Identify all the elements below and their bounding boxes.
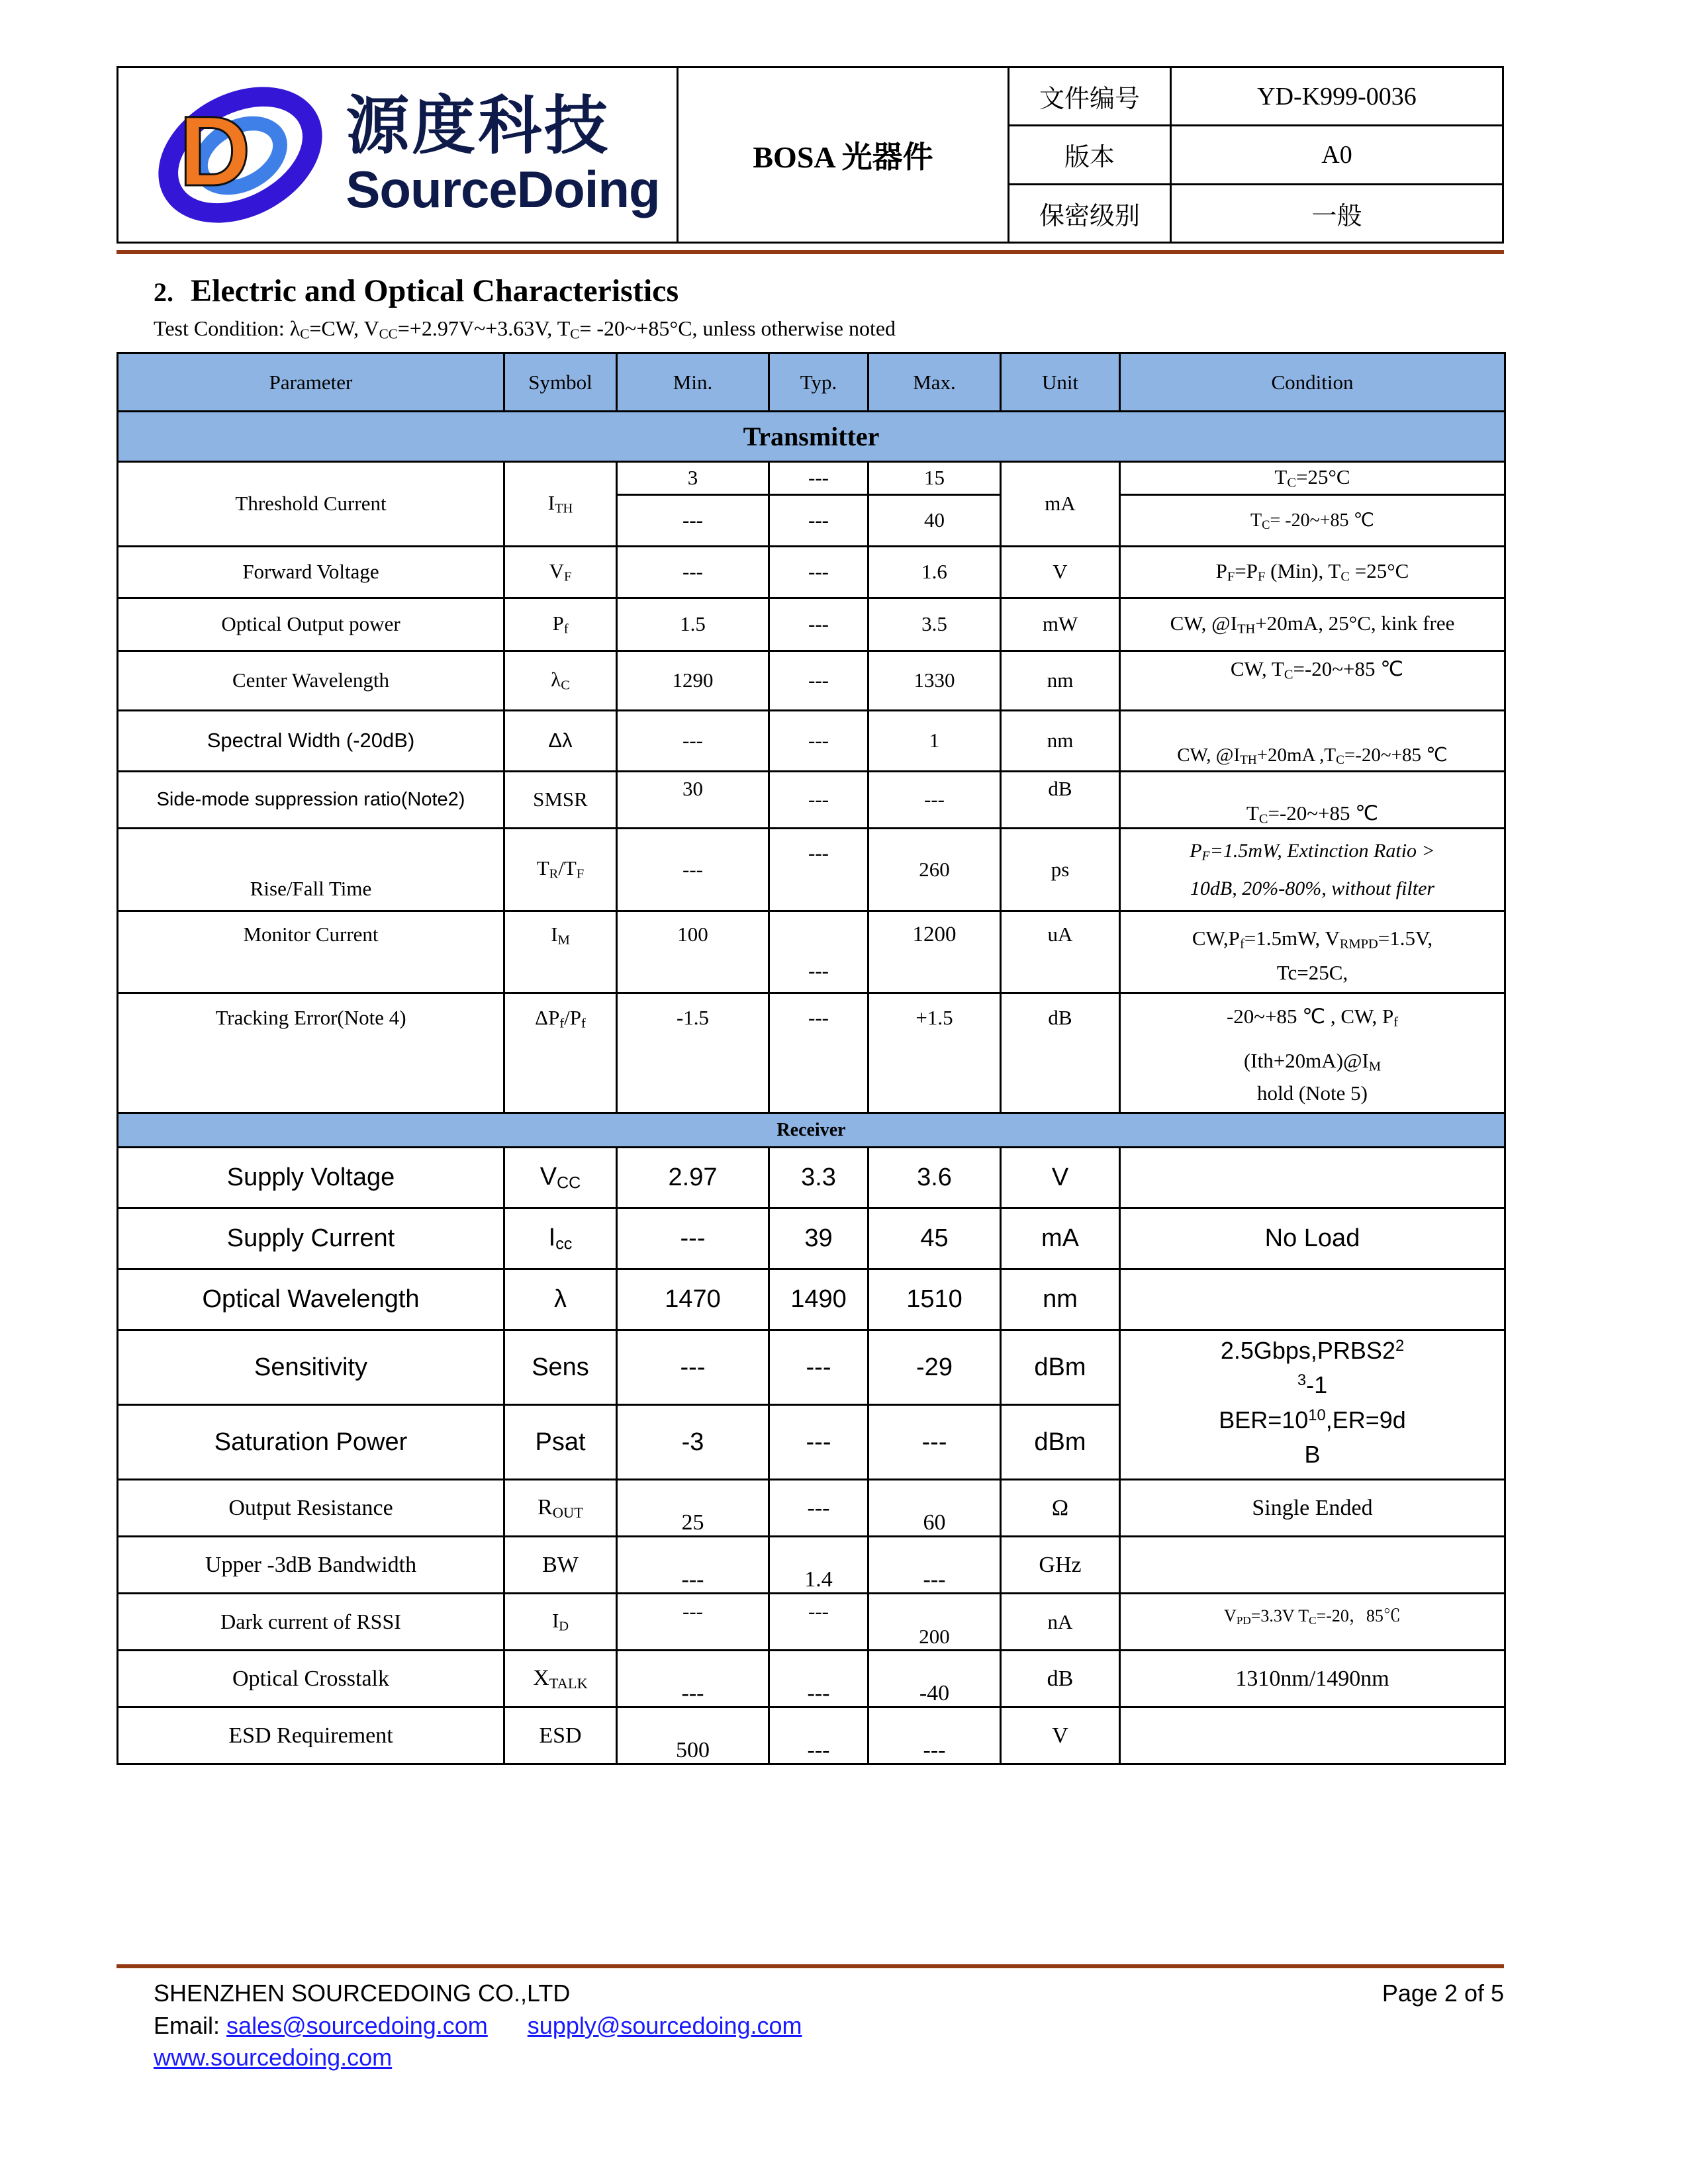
cell-parameter: Center Wavelength (118, 651, 504, 710)
cell-max: 3.6 (868, 1148, 1001, 1208)
cell-max: 1510 (868, 1269, 1001, 1330)
footer-email-label: Email: (154, 2011, 220, 2039)
cell-parameter: Optical Wavelength (118, 1269, 504, 1330)
condition-line-2: Tc=25C, (1276, 960, 1348, 984)
cell-typ: --- (769, 771, 868, 828)
meta-key-confidentiality: 保密级别 (1009, 185, 1172, 242)
cell-typ: --- (769, 710, 868, 771)
cell-unit: nm (1001, 710, 1120, 771)
table-row (118, 1148, 1505, 1208)
condition-line-3: hold (Note 5) (1256, 1081, 1368, 1105)
cell-parameter: Output Resistance (118, 1480, 504, 1537)
condition-line-4: B (1304, 1440, 1321, 1468)
table-header-row (118, 353, 1505, 412)
cell-symbol: $I_M$ (504, 911, 617, 993)
cell-max: --- (868, 1405, 1001, 1480)
footer-company-name: SHENZHEN SOURCEDOING CO.,LTD (154, 1979, 571, 2007)
cell-parameter: Supply Voltage (118, 1148, 504, 1208)
sourcedoing-emblem-icon (147, 85, 339, 224)
cell-max: -29 (868, 1330, 1001, 1405)
cell-symbol: SMSR (504, 771, 617, 828)
cell-min: --- (617, 1208, 769, 1269)
cell-unit: mW (1001, 598, 1120, 651)
cell-typ: --- (769, 598, 868, 651)
table-row (118, 1208, 1505, 1269)
cell-max: 40 (868, 494, 1001, 546)
cell-unit: nA (1001, 1594, 1120, 1651)
section-band-label-transmitter: Transmitter (118, 412, 1505, 462)
cell-typ: 3.3 (769, 1148, 868, 1208)
specification-table (117, 352, 1506, 1765)
document-header (117, 66, 1504, 244)
cell-typ: --- (769, 1583, 868, 1640)
cell-parameter: Upper -3dB Bandwidth (118, 1537, 504, 1594)
table-row (118, 1651, 1505, 1707)
cell-max: --- (868, 1551, 1001, 1608)
cell-condition (1120, 911, 1505, 993)
cell-condition (1120, 1269, 1505, 1330)
meta-row-confidentiality (1009, 185, 1502, 242)
cell-parameter: Forward Voltage (118, 546, 504, 598)
cell-max: 1.6 (868, 546, 1001, 598)
cell-min: 500 (617, 1722, 769, 1779)
prbs-exponent: 2 (1395, 1337, 1405, 1355)
cell-max: 200 (868, 1608, 1001, 1665)
cell-unit: nm (1001, 1269, 1120, 1330)
cell-parameter: Spectral Width (-20dB) (118, 710, 504, 771)
footer-email-sales-link[interactable]: sales@sourcedoing.com (226, 2011, 488, 2039)
footer-divider-rule (117, 1964, 1504, 1968)
cell-typ: --- (769, 1480, 868, 1537)
cell-min: -1.5 (617, 993, 769, 1113)
cell-min: --- (617, 1665, 769, 1722)
logo-d-letter: D (179, 95, 246, 206)
cell-condition-merged (1120, 1330, 1505, 1480)
test-condition-note: Test Condition: $\lambda_C=CW$, $V_{CC}=+2.97V\sim+3.63V$, $T_C=$ -20~+85°C, unless otherwise noted (154, 316, 896, 342)
cell-parameter: Sensitivity (118, 1330, 504, 1405)
document-title: BOSA 光器件 (679, 68, 1009, 242)
document-meta-table (1009, 68, 1502, 242)
cell-unit: mA (1001, 462, 1120, 547)
cell-min: 2.97 (617, 1148, 769, 1208)
condition-line-2 (1126, 1368, 1499, 1402)
cell-max: 1200 (868, 911, 1001, 993)
prbs-text: 2.5Gbps,PRBS2 (1220, 1337, 1395, 1365)
cell-max: 60 (868, 1494, 1001, 1551)
cell-min: --- (617, 710, 769, 771)
cell-parameter: Threshold Current (118, 462, 504, 547)
cell-max: 15 (868, 462, 1001, 495)
column-header-condition: Condition (1120, 353, 1505, 412)
column-header-symbol: Symbol (504, 353, 617, 412)
section-heading (154, 273, 679, 309)
page-footer (154, 1978, 1504, 2074)
cell-symbol: $V_F$ (504, 546, 617, 598)
column-header-max: Max. (868, 353, 1001, 412)
cell-condition: $T_C=$ -20~+85 ℃ (1120, 494, 1505, 546)
cell-typ: --- (769, 1722, 868, 1779)
cell-min: 100 (617, 911, 769, 993)
table-row (118, 546, 1505, 598)
section-band-transmitter (118, 412, 1505, 462)
logo-english-name: SourceDoing (346, 160, 660, 218)
ber-exponent: 10 (1308, 1406, 1326, 1424)
cell-condition (1120, 993, 1505, 1113)
cell-symbol: Psat (504, 1405, 617, 1480)
cell-typ: --- (769, 546, 868, 598)
cell-symbol: Sens (504, 1330, 617, 1405)
cell-condition: 1310nm/1490nm (1120, 1651, 1505, 1707)
cell-symbol: $X_{TALK}$ (504, 1651, 617, 1707)
table-row (118, 911, 1505, 993)
cell-unit: GHz (1001, 1537, 1120, 1594)
condition-line-1 (1126, 1334, 1499, 1368)
er-text: ,ER=9d (1325, 1406, 1406, 1433)
cell-min: --- (617, 546, 769, 598)
cell-unit: V (1001, 1707, 1120, 1764)
cell-parameter: Tracking Error(Note 4) (118, 993, 504, 1113)
cell-typ: --- (769, 1330, 868, 1405)
cell-condition: Single Ended (1120, 1480, 1505, 1537)
cell-typ: --- (769, 651, 868, 710)
section-number: 2. (154, 277, 173, 307)
cell-max: +1.5 (868, 993, 1001, 1113)
cell-condition (1120, 1148, 1505, 1208)
cell-condition (1120, 1537, 1505, 1594)
footer-email-supply-link[interactable]: supply@sourcedoing.com (527, 2011, 802, 2039)
cell-max: 45 (868, 1208, 1001, 1269)
table-row (118, 598, 1505, 651)
cell-condition: CW, $@I_{TH}+20mA$ $,T_C=-20\sim+85$ ℃ (1120, 710, 1505, 771)
cell-typ: --- (769, 494, 868, 546)
condition-line-1: $P_F=1.5mW$, Extinction Ratio > (1190, 839, 1435, 863)
meta-row-document-number (1009, 68, 1502, 126)
cell-unit: dB (1001, 993, 1120, 1113)
section-title-text: Electric and Optical Characteristics (191, 273, 679, 308)
table-row (118, 1269, 1505, 1330)
cell-unit: dB (1001, 1651, 1120, 1707)
cell-symbol: ESD (504, 1707, 617, 1764)
condition-line-2: 10dB, 20%-80%, without filter (1190, 877, 1435, 899)
cell-symbol: $I_{TH}$ (504, 462, 617, 547)
column-header-typ: Typ. (769, 353, 868, 412)
cell-typ: --- (769, 1665, 868, 1722)
condition-line-1: $CW,P_f=1.5mW$, $V_{RMPD}=1.5V$, (1192, 926, 1433, 951)
cell-unit: ps (1001, 828, 1120, 911)
company-logo-cell (118, 68, 679, 242)
cell-min: --- (617, 828, 769, 911)
cell-typ: --- (769, 993, 868, 1113)
meta-key-document-number: 文件编号 (1009, 68, 1172, 124)
table-row (118, 462, 1505, 495)
footer-website-link[interactable]: www.sourcedoing.com (154, 2044, 393, 2071)
cell-min: 3 (617, 462, 769, 495)
condition-line-1: -20~+85 ℃ , CW, $P_f$ (1226, 1004, 1399, 1030)
column-header-parameter: Parameter (118, 353, 504, 412)
table-row (118, 710, 1505, 771)
table-row (118, 1594, 1505, 1651)
cell-condition: $V_{PD}=3.3V$ $T_C=-20$，85℃ (1120, 1594, 1505, 1651)
cell-typ: --- (769, 828, 868, 911)
table-row (118, 1480, 1505, 1537)
cell-parameter: Side-mode suppression ratio(Note2) (118, 771, 504, 828)
cell-symbol: $P_f$ (504, 598, 617, 651)
cell-unit: V (1001, 546, 1120, 598)
prbs-exponent-2: 3 (1297, 1371, 1307, 1390)
table-row (118, 771, 1505, 828)
cell-unit: nm (1001, 651, 1120, 710)
cell-condition: $T_C=-20\sim+85$ ℃ (1120, 771, 1505, 828)
meta-value-version: A0 (1321, 140, 1352, 169)
table-row (118, 651, 1505, 710)
cell-symbol: $\Delta P_f/P_f$ (504, 993, 617, 1113)
cell-unit: V (1001, 1148, 1120, 1208)
meta-row-version (1009, 126, 1502, 185)
cell-unit: dBm (1001, 1405, 1120, 1480)
cell-parameter: ESD Requirement (118, 1707, 504, 1764)
header-divider-rule (117, 250, 1504, 254)
cell-symbol: $V_{CC}$ (504, 1148, 617, 1208)
cell-min: 1470 (617, 1269, 769, 1330)
cell-parameter: Saturation Power (118, 1405, 504, 1480)
meta-value-confidentiality: 一般 (1311, 202, 1362, 230)
cell-typ: 1.4 (769, 1551, 868, 1608)
cell-max: 1 (868, 710, 1001, 771)
cell-condition: CW, $@I_{TH}+20mA$, 25°C, kink free (1120, 598, 1505, 651)
cell-parameter: Monitor Current (118, 911, 504, 993)
column-header-min: Min. (617, 353, 769, 412)
cell-min: 1.5 (617, 598, 769, 651)
cell-symbol: $I_D$ (504, 1594, 617, 1651)
logo (147, 85, 659, 224)
prbs-minus-one: -1 (1306, 1371, 1328, 1399)
cell-max: 3.5 (868, 598, 1001, 651)
cell-parameter: Optical Output power (118, 598, 504, 651)
cell-parameter: Supply Current (118, 1208, 504, 1269)
condition-line-3 (1126, 1403, 1499, 1437)
column-header-unit: Unit (1001, 353, 1120, 412)
condition-line-2: $(Ith+20mA)@I_M$ (1243, 1049, 1382, 1074)
cell-typ: --- (769, 911, 868, 993)
logo-chinese-name: 源度科技 (346, 91, 611, 161)
cell-symbol: $\lambda_C$ (504, 651, 617, 710)
cell-min: -3 (617, 1405, 769, 1480)
cell-condition: $P_F=P_F$ (Min), $T_C =25^\circ C$ (1120, 546, 1505, 598)
footer-page-number: Page 2 of 5 (1382, 1979, 1504, 2007)
meta-value-document-number: YD-K999-0036 (1257, 82, 1417, 111)
cell-symbol: $I_{cc}$ (504, 1208, 617, 1269)
cell-typ: 39 (769, 1208, 868, 1269)
table-row (118, 1330, 1505, 1405)
cell-min: 25 (617, 1494, 769, 1551)
cell-symbol: BW (504, 1537, 617, 1594)
cell-min: 30 (617, 760, 769, 817)
cell-symbol: Δλ (504, 710, 617, 771)
section-band-label-receiver: Receiver (118, 1113, 1505, 1148)
cell-min: 1290 (617, 651, 769, 710)
cell-condition: CW, $T_C=-20\sim+85$ ℃ (1120, 651, 1505, 710)
cell-min: --- (617, 1551, 769, 1608)
cell-max: --- (868, 1722, 1001, 1779)
cell-typ: --- (769, 1405, 868, 1480)
footer-email-line (154, 2010, 1504, 2042)
cell-unit: dB (1001, 760, 1120, 817)
cell-max: 260 (868, 828, 1001, 911)
cell-unit: Ω (1001, 1480, 1120, 1537)
cell-typ: --- (769, 462, 868, 495)
cell-parameter: Rise/Fall Time (118, 828, 504, 911)
cell-min: --- (617, 1330, 769, 1405)
table-row (118, 828, 1505, 911)
meta-key-version: 版本 (1009, 126, 1172, 183)
cell-max: -40 (868, 1665, 1001, 1722)
cell-typ: 1490 (769, 1269, 868, 1330)
cell-condition (1120, 1707, 1505, 1764)
cell-unit: uA (1001, 911, 1120, 993)
cell-symbol: λ (504, 1269, 617, 1330)
cell-unit: dBm (1001, 1330, 1120, 1405)
cell-min: --- (617, 494, 769, 546)
section-band-receiver (118, 1113, 1505, 1148)
logo-text (346, 91, 660, 218)
ber-text: BER=10 (1219, 1406, 1309, 1433)
cell-symbol: $T_R/T_F$ (504, 828, 617, 911)
cell-max: --- (868, 771, 1001, 828)
cell-condition: No Load (1120, 1208, 1505, 1269)
cell-symbol: $R_{OUT}$ (504, 1480, 617, 1537)
cell-parameter: Optical Crosstalk (118, 1651, 504, 1707)
cell-condition (1120, 828, 1505, 911)
table-row (118, 993, 1505, 1113)
cell-parameter: Dark current of RSSI (118, 1594, 504, 1651)
cell-condition: $T_C=25^\circ C$ (1120, 462, 1505, 495)
cell-unit: mA (1001, 1208, 1120, 1269)
footer-top-line (154, 1978, 1504, 2010)
cell-max: 1330 (868, 651, 1001, 710)
cell-min: --- (617, 1583, 769, 1640)
footer-website-line (154, 2042, 1504, 2074)
